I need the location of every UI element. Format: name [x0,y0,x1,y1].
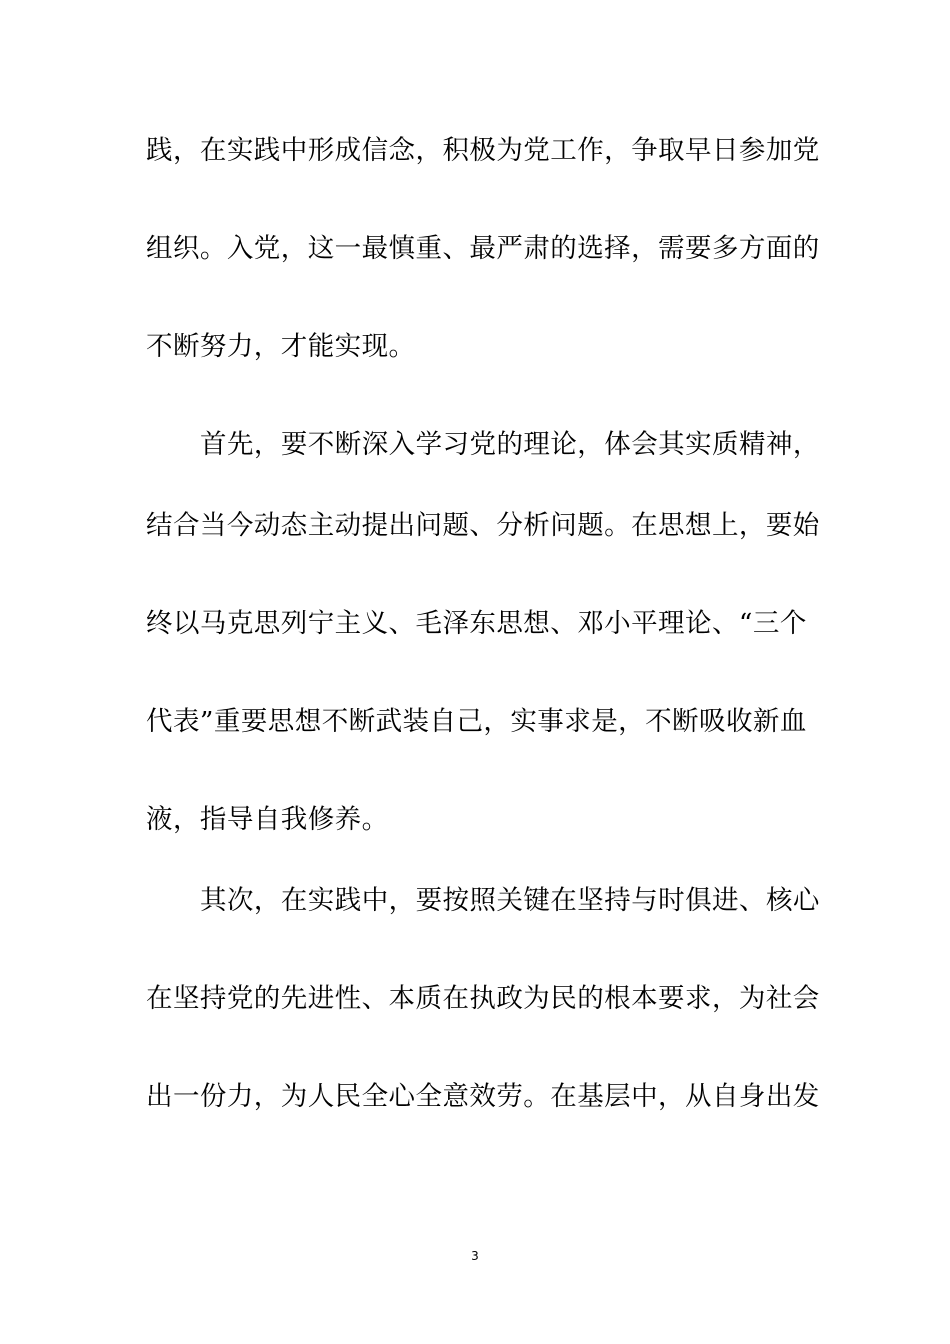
text-line: 在坚持党的先进性、本质在执政为民的根本要求，为社会 [146,983,820,1014]
text-line: 出一份力，为人民全心全意效劳。在基层中，从自身出发 [146,1081,820,1112]
paragraph-first-line: 其次，在实践中，要按照关键在坚持与时俱进、核心 [200,885,820,916]
text-line: 组织。入党，这一最慎重、最严肃的选择，需要多方面的 [146,233,820,264]
page-number: 3 [471,1249,479,1263]
text-line: 不断努力，才能实现。 [146,331,416,362]
paragraph-first-line: 首先，要不断深入学习党的理论，体会其实质精神， [200,429,820,460]
text-line: 践，在实践中形成信念，积极为党工作，争取早日参加党 [146,135,820,166]
text-line: 终以马克思列宁主义、毛泽东思想、邓小平理论、“三个 [146,608,807,639]
text-line: 液，指导自我修养。 [146,804,389,835]
text-line: 代表”重要思想不断武装自己，实事求是，不断吸收新血 [146,706,807,737]
text-line: 结合当今动态主动提出问题、分析问题。在思想上，要始 [146,510,820,541]
